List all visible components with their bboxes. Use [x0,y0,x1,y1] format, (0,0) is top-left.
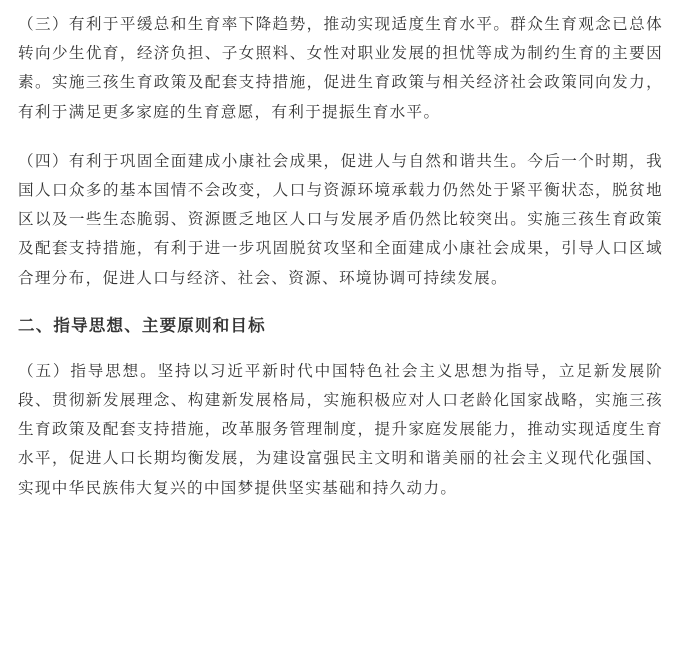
section-heading: 二、指导思想、主要原则和目标 [18,315,266,335]
paragraph-four: （四）有利于巩固全面建成小康社会成果，促进人与自然和谐共生。今后一个时期，我国人口众多的基本国情不会改变，人口与资源环境承载力仍然处于紧平衡状态，脱贫地区以及一些生态脆弱、资源匮乏地区人口与发展矛盾仍然比较突出。实施三孩生育政策及配套支持措施，有利于进一步巩固脱贫攻坚和全面建成小康社会成果，引导人口区域合理分布，促进人口与经济、社会、资源、环境协调可持续发展。 [18,151,663,287]
paragraph-five: （五）指导思想。坚持以习近平新时代中国特色社会主义思想为指导，立足新发展阶段、贯彻新发展理念、构建新发展格局，实施积极应对人口老龄化国家战略，实施三孩生育政策及配套支持措施，改革服务管理制度，提升家庭发展能力，推动实现适度生育水平，促进人口长期均衡发展，为建设富强民主文明和谐美丽的社会主义现代化强国、实现中华民族伟大复兴的中国梦提供坚实基础和持久动力。 [18,361,663,497]
paragraph-three: （三）有利于平缓总和生育率下降趋势，推动实现适度生育水平。群众生育观念已总体转向少生优育，经济负担、子女照料、女性对职业发展的担忧等成为制约生育的主要因素。实施三孩生育政策及配套支持措施，促进生育政策与相关经济社会政策同向发力，有利于满足更多家庭的生育意愿，有利于提振生育水平。 [18,15,663,121]
